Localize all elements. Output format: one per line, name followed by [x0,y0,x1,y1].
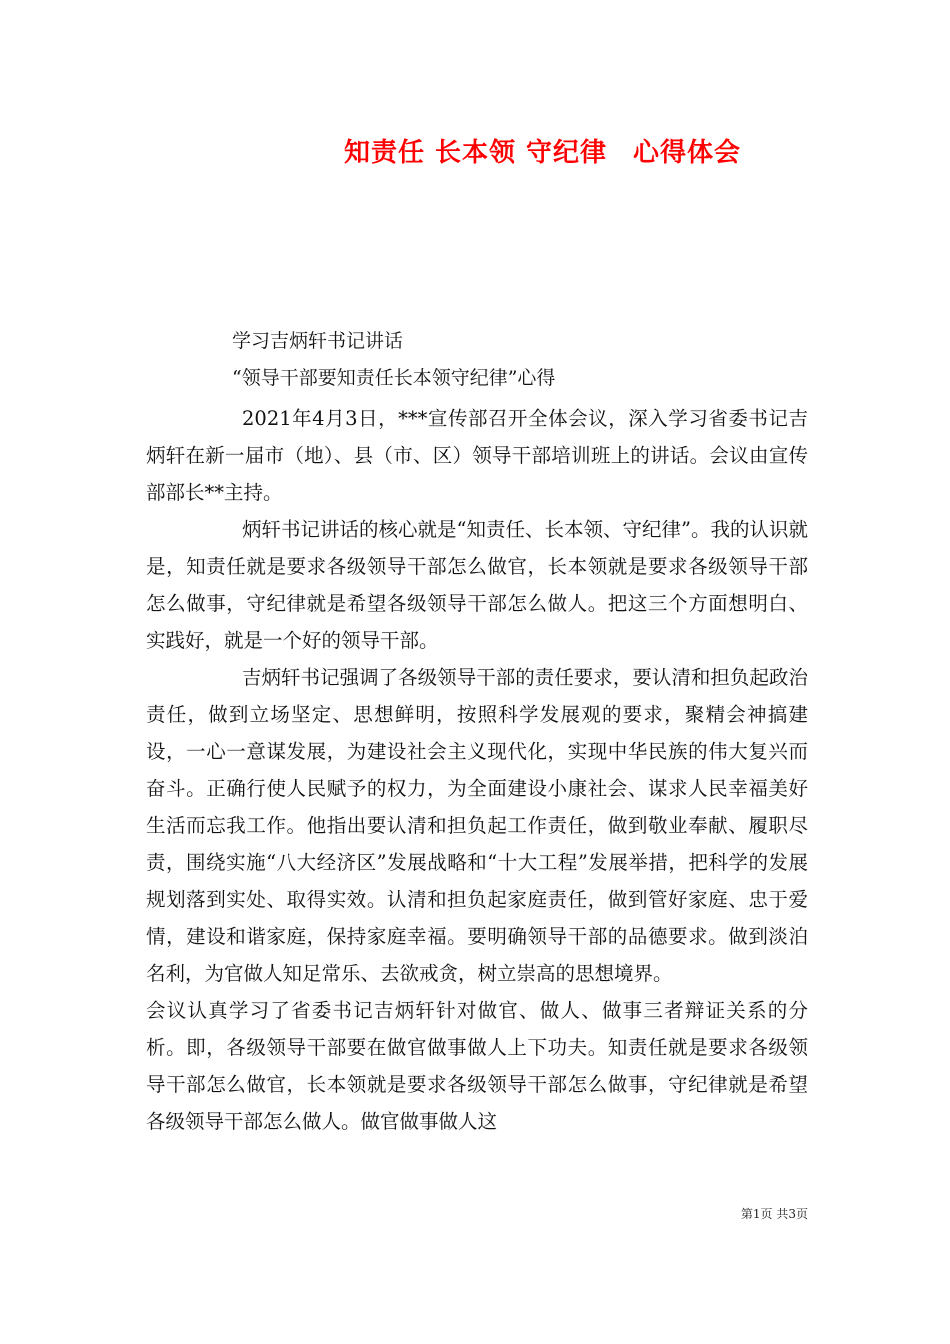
paragraph-3: 吉炳轩书记强调了各级领导干部的责任要求，要认清和担负起政治责任，做到立场坚定、思想鲜明，按照科学发展观的要求，聚精会神搞建设，一心一意谋发展，为建设社会主义现代化，实现中华民族的伟大复兴而奋斗。正确行使人民赋予的权力，为全面建设小康社会、谋求人民幸福美好生活而忘我工作。他指出要认清和担负起工作责任，做到敬业奉献、履职尽责，围绕实施“八大经济区”发展战略和“十大工程”发展举措，把科学的发展规划落到实处、取得实效。认清和担负起家庭责任，做到管好家庭、忠于爱情，建设和谐家庭，保持家庭幸福。要明确领导干部的品德要求。做到淡泊名利，为官做人知足常乐、去欲戒贪，树立崇高的思想境界。 [146,666,808,985]
subtitle-line-1: 学习吉炳轩书记讲话 [232,330,404,352]
title-part-3: 守纪律 [526,138,608,168]
title-part-2: 长本领 [434,138,516,168]
paragraph-1: 2021年4月3日，***宣传部召开全体会议，深入学习省委书记吉炳轩在新一届市（地）、县（市、区）领导干部培训班上的讲话。会议由宣传部部长**主持。 [146,407,808,504]
title-part-4: 心得体会 [633,138,742,168]
paragraph-4: 会议认真学习了省委书记吉炳轩针对做官、做人、做事三者辩证关系的分析。即，各级领导干部要在做官做事做人上下功夫。知责任就是要求各级领导干部怎么做官，长本领就是要求各级领导干部怎么做事，守纪律就是希望各级领导干部怎么做人。做官做事做人这 [146,999,808,1133]
page-footer: 第1页 共3页 [740,1207,808,1221]
document-body [146,400,808,1140]
document-title [0,132,950,169]
subtitle-line-2: “领导干部要知责任长本领守纪律”心得 [232,367,556,389]
title-part-1: 知责任 [343,138,425,168]
paragraph-2: 炳轩书记讲话的核心就是“知责任、长本领、守纪律”。我的认识就是，知责任就是要求各级领导干部怎么做官，长本领就是要求各级领导干部怎么做事，守纪律就是希望各级领导干部怎么做人。把这三个方面想明白、实践好，就是一个好的领导干部。 [146,518,808,652]
